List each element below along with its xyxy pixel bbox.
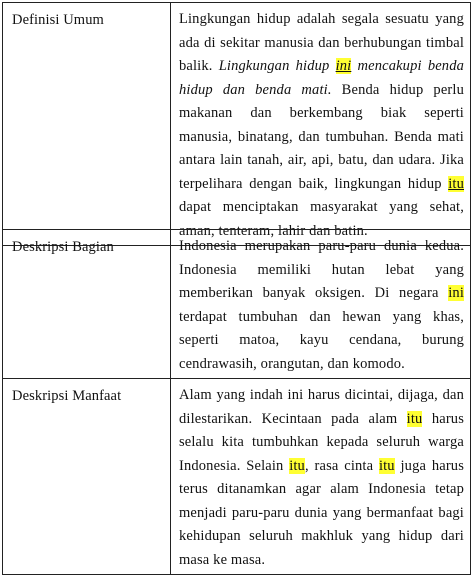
highlighted-word: itu: [289, 457, 305, 474]
row-content-definisi-umum: [171, 3, 471, 246]
text-segment: harus selalu kita tumbuhkan kepada seluruh warga Indonesia. Selain: [179, 410, 464, 474]
text-segment: Indonesia merupakan paru-paru dunia kedua. Indonesia memiliki hutan lebat yang memberikan banyak oksigen. Di negara: [179, 238, 464, 301]
row-label-definisi-umum: Definisi Umum: [3, 3, 171, 246]
table-row: [3, 379, 471, 575]
text-segment: juga harus terus ditanamkan agar alam Indonesia tetap menjadi paru-paru dunia yang bermanfaat bagi kehidupan seluruh makhluk yang hidup dari masa ke masa.: [179, 457, 464, 568]
highlighted-word: itu: [448, 175, 464, 192]
highlighted-word: ini: [335, 58, 352, 74]
text-segment: Alam yang indah ini harus dicintai, dijaga, dan dilestarikan. Kecintaan pada alam: [179, 387, 464, 427]
row-content-deskripsi-manfaat: [171, 379, 471, 575]
table-row: [3, 3, 471, 246]
text-segment: Lingkungan hidup adalah segala sesuatu yang ada di sekitar manusia dan berhubungan timbal balik.: [179, 11, 464, 74]
definition-table: [2, 2, 471, 246]
text-segment: Benda hidup perlu makanan dan berkembang biak seperti manusia, binatang, dan tumbuhan. Benda mati antara lain tanah, air, api, batu, dan udara. Jika terpelihara dengan baik, lingkungan hidup: [179, 81, 464, 192]
text-segment: mencakupi benda hidup dan benda mati.: [179, 58, 465, 98]
row-label-deskripsi-manfaat: Deskripsi Manfaat: [3, 379, 171, 575]
table-row: [3, 230, 471, 379]
description-table: [2, 229, 471, 575]
row-content-deskripsi-bagian: [171, 230, 471, 379]
row-label-deskripsi-bagian: Deskripsi Bagian: [3, 230, 171, 379]
text-segment: dapat menciptakan masyarakat yang sehat, aman, tenteram, lahir dan batin.: [179, 199, 464, 239]
text-segment: terdapat tumbuhan dan hewan yang khas, seperti matoa, kayu cendana, burung cendrawasih, orangutan, dan komodo.: [179, 308, 464, 372]
highlighted-word: itu: [378, 457, 395, 474]
text-segment: , rasa cinta: [304, 457, 379, 474]
text-segment: Lingkungan hidup: [218, 58, 336, 74]
highlighted-word: ini: [448, 285, 464, 301]
highlighted-word: itu: [406, 410, 423, 427]
